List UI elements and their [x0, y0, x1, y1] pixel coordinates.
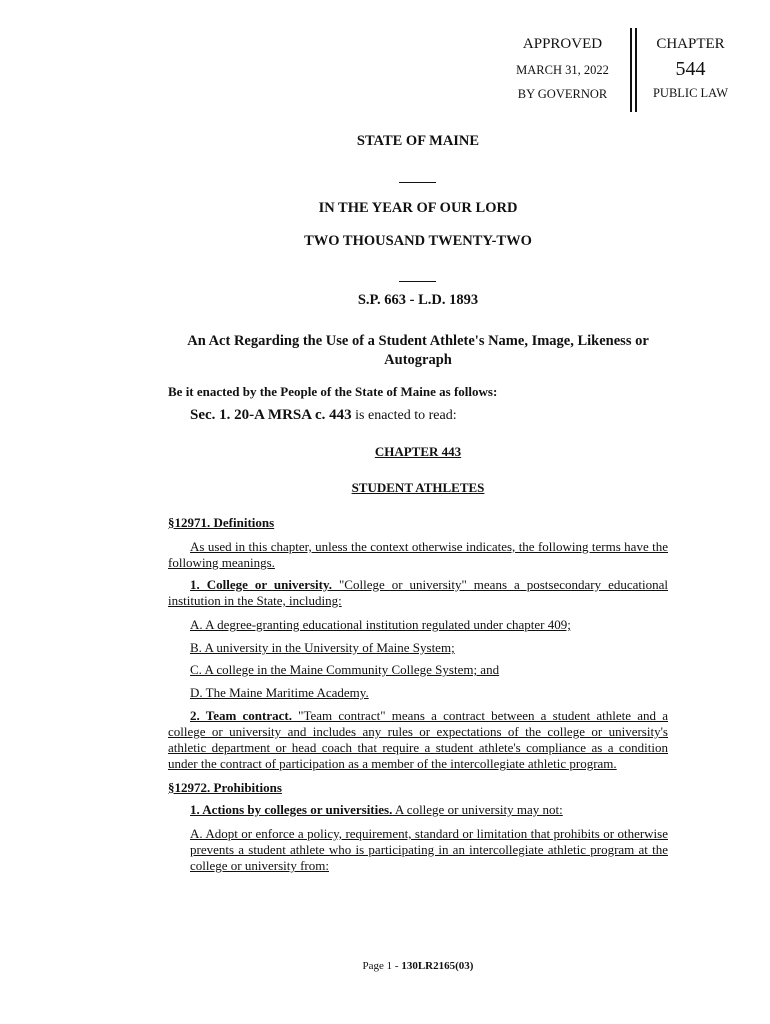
chapter-heading: CHAPTER 443	[374, 444, 462, 459]
definition-1-label: 1. College or university.	[190, 577, 333, 592]
title-rule	[399, 182, 436, 183]
page-number: Page 1 -	[362, 960, 402, 972]
section-heading-12971: §12971. Definitions	[168, 515, 275, 530]
chapter-label: CHAPTER	[656, 36, 725, 52]
approved-by: BY GOVERNOR	[517, 87, 608, 101]
act-title: An Act Regarding the Use of a Student Athlete's Name, Image, Likeness or Autograph	[187, 333, 649, 368]
chapter-title: STUDENT ATHLETES	[351, 480, 485, 495]
header-divider	[635, 28, 637, 112]
definitions-intro: As used in this chapter, unless the context otherwise indicates, the following terms have the following meanings.	[168, 539, 668, 570]
definition-2-text: "Team contract" means a contract between a student athlete and a college or university and includes any rules or expectations of the college or university's athletic department or head coach that require a student athlete's compliance as a condition under the contract of participation as a member of the intercollegiate athletic program.	[168, 708, 668, 771]
header-divider	[630, 28, 632, 112]
chapter-block	[643, 34, 738, 101]
list-item-a: A. A degree-granting educational institution regulated under chapter 409;	[190, 617, 571, 632]
section-1-text: is enacted to read:	[351, 408, 457, 423]
year-line-1: IN THE YEAR OF OUR LORD	[318, 200, 518, 216]
list-item-d: D. The Maine Maritime Academy.	[190, 685, 369, 700]
definition-1	[168, 577, 668, 609]
definition-2	[168, 708, 668, 772]
approval-block	[490, 34, 635, 102]
state-title: STATE OF MAINE	[356, 133, 480, 149]
definition-1-text: "College or university" means a postsecondary educational institution in the State, including:	[168, 577, 668, 608]
approved-label: APPROVED	[522, 36, 603, 52]
approval-date: MARCH 31, 2022	[516, 63, 609, 77]
section-heading-12972: §12972. Prohibitions	[168, 780, 282, 795]
page-footer	[168, 960, 668, 972]
chapter-number: 544	[675, 58, 706, 80]
document-code: 130LR2165(03)	[401, 960, 474, 972]
section-1	[190, 407, 668, 424]
list-item-b: B. A university in the University of Maine System;	[190, 640, 455, 655]
law-type: PUBLIC LAW	[652, 86, 729, 100]
bill-number: S.P. 663 - L.D. 1893	[357, 292, 479, 308]
list-item-c: C. A college in the Maine Community College System; and	[190, 662, 500, 677]
definition-2-label: 2. Team contract.	[190, 708, 292, 723]
prohibition-1	[190, 802, 668, 818]
section-1-label: Sec. 1. 20-A MRSA c. 443	[190, 407, 352, 423]
year-line-2: TWO THOUSAND TWENTY-TWO	[304, 233, 532, 249]
prohibition-1-text: A college or university may not:	[392, 802, 563, 817]
title-rule	[399, 281, 436, 282]
prohibition-1-label: 1. Actions by colleges or universities.	[190, 802, 393, 817]
enacting-clause: Be it enacted by the People of the State of Maine as follows:	[168, 384, 498, 399]
prohibition-item-a: A. Adopt or enforce a policy, requirement, standard or limitation that prohibits or otherwise prevents a student athlete who is participating in an intercollegiate athletic program at the college or university from:	[190, 826, 668, 873]
